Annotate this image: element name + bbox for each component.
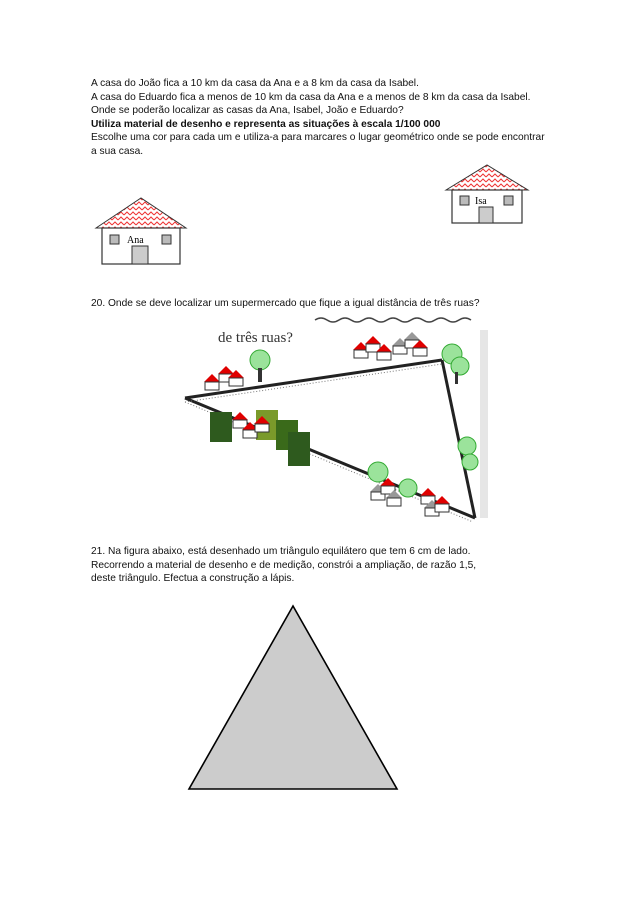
door — [132, 246, 148, 264]
window — [460, 196, 469, 205]
problem-line: Onde se poderão localizar as casas da Ana, Isabel, João e Eduardo? — [91, 105, 404, 116]
house-ana-illustration — [94, 196, 189, 266]
problem-20-text — [91, 297, 561, 311]
roof — [96, 198, 186, 228]
house-isa-illustration — [444, 163, 530, 225]
equilateral-triangle-figure — [185, 603, 401, 791]
house-label: Isa — [475, 196, 487, 207]
problem-line: Recorrendo a material de desenho e de medição, constrói a ampliação, de razão 1,5, — [91, 559, 477, 571]
door — [479, 207, 493, 223]
problem-line: A casa do João fica a 10 km da casa da Ana e a 8 km da casa da Isabel. — [91, 78, 419, 89]
tree — [250, 350, 270, 382]
houses-problem-text — [91, 77, 551, 158]
problem-line: deste triângulo. Efectua a construção a lápis. — [91, 573, 295, 584]
gray-strip — [480, 330, 488, 518]
houses-top-right — [353, 332, 428, 360]
window — [162, 235, 171, 244]
problem-line: 21. Na figura abaixo, está desenhado um triângulo equilátero que tem 6 cm de lado. — [91, 546, 471, 557]
houses-top-left — [204, 366, 244, 390]
scale-instruction: Utiliza material de desenho e representa as situações à escala 1/100 000 — [91, 118, 441, 130]
window — [110, 235, 119, 244]
figure-caption: de três ruas? — [218, 330, 293, 346]
color-instruction: Escolhe uma cor para cada um e utiliza-a para marcares o lugar geométrico onde se pode encontrar a sua casa. — [91, 132, 545, 157]
triangle — [189, 606, 397, 789]
house-label: Ana — [127, 235, 144, 246]
window — [504, 196, 513, 205]
problem-line: A casa do Eduardo fica a menos de 10 km da casa da Ana e a menos de 8 km da casa da Isabel. — [91, 91, 531, 103]
problem-20-question: 20. Onde se deve localizar um supermercado que fique a igual distância de três ruas? — [91, 298, 480, 309]
roof — [446, 165, 528, 190]
three-streets-figure — [180, 316, 495, 526]
problem-21-text — [91, 545, 561, 586]
